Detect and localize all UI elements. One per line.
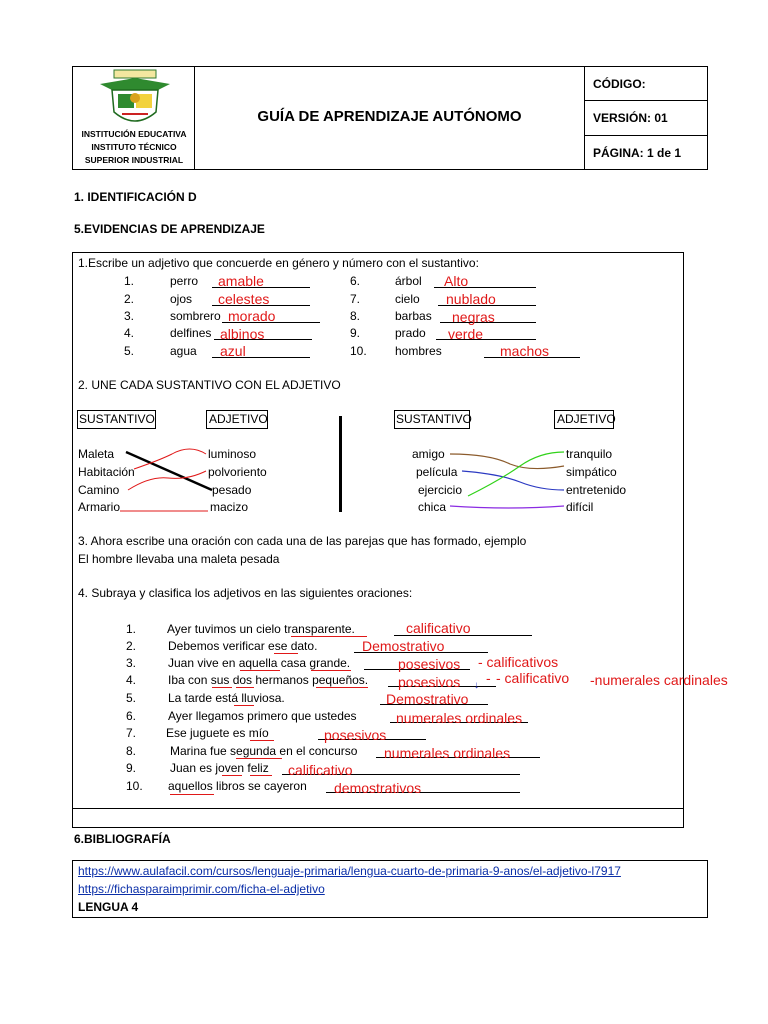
left-matching-lines <box>120 440 220 520</box>
ex4-underline-4b <box>236 687 254 688</box>
school-crest-icon <box>98 68 172 130</box>
ex4-sentence-1: Ayer tuvimos un cielo transparente. <box>167 622 355 636</box>
school-name <box>74 128 194 167</box>
ex4-num-7: 7. <box>126 726 137 740</box>
header-divider-2 <box>584 66 585 170</box>
ex4-underline-5 <box>234 705 254 706</box>
ex4-dash-4: - <box>486 670 491 686</box>
page-title: GUÍA DE APRENDIZAJE AUTÓNOMO <box>257 108 522 125</box>
ex4-sentence-7: Ese juguete es mío <box>166 726 269 740</box>
ex4-num-10: 10. <box>126 779 143 793</box>
ex1-num-7: 7. <box>350 292 361 306</box>
ex4-underline-1 <box>291 636 367 637</box>
right-adj-header: ADJETIVO <box>557 412 616 426</box>
ex1-noun-9: prado <box>395 326 426 340</box>
ex4-sentence-5: La tarde está lluviosa. <box>168 691 285 705</box>
exercise2-divider <box>339 416 342 512</box>
ex4-underline-4c <box>316 687 368 688</box>
ex1-num-4: 4. <box>124 326 135 340</box>
ex4-answer-8: numerales ordinales <box>384 745 511 761</box>
ex4-extra-4: - calificativo <box>496 670 570 686</box>
ex4-underline-10 <box>170 794 214 795</box>
ex4-answer-10: demostrativos <box>334 780 422 796</box>
ex1-noun-2: ojos <box>170 292 193 306</box>
ex4-underline-3b <box>311 670 351 671</box>
bibliography-link-1[interactable]: https://www.aulafacil.com/cursos/lenguaje-primaria/lengua-cuarto-de-primaria-9-anos/el-adjetivo-l7917 <box>78 864 621 878</box>
ex4-answer-3: posesivos <box>398 656 461 672</box>
pagina-label: PÁGINA: 1 de 1 <box>593 146 682 160</box>
ex1-noun-6: árbol <box>395 274 422 288</box>
ex1-num-3: 3. <box>124 309 135 323</box>
ex4-num-4: 4. <box>126 673 137 687</box>
left-adj-2: polvoriento <box>208 465 267 479</box>
ex4-underline-9b <box>250 775 272 776</box>
ex1-answer-6: Alto <box>444 273 469 289</box>
ex4-num-9: 9. <box>126 761 137 775</box>
ex4-underline-9a <box>222 775 242 776</box>
school-name-line-3: SUPERIOR INDUSTRIAL <box>84 155 184 165</box>
ex4-underline-3a <box>240 670 280 671</box>
ex4-underline-7 <box>250 740 274 741</box>
ex4-answer-2: Demostrativo <box>362 638 445 654</box>
ex4-num-2: 2. <box>126 639 137 653</box>
match-line-pelicula-entretenido <box>462 471 564 490</box>
right-noun-header: SUSTANTIVO <box>396 412 472 426</box>
ex4-sentence-6: Ayer llegamos primero que ustedes <box>168 709 357 723</box>
exercise3-prompt: 3. Ahora escribe una oración con cada una de las parejas que has formado, ejemplo <box>78 534 527 548</box>
ex1-num-6: 6. <box>350 274 361 288</box>
ex1-num-10: 10. <box>350 344 367 358</box>
ex4-sentence-4: Iba con sus dos hermanos pequeños. <box>168 673 369 687</box>
right-adj-1: tranquilo <box>566 447 613 461</box>
ex1-answer-9: verde <box>448 326 484 342</box>
match-line-camino-polvoriento <box>128 471 206 490</box>
ex4-num-8: 8. <box>126 744 137 758</box>
ex1-answer-8: negras <box>452 309 495 325</box>
ex1-answer-3: morado <box>228 308 276 324</box>
right-adj-4: difícil <box>566 500 594 514</box>
section-evidencias: 5.EVIDENCIAS DE APRENDIZAJE <box>74 222 265 236</box>
exercise4-prompt: 4. Subraya y clasifica los adjetivos en las siguientes oraciones: <box>78 586 413 600</box>
ex1-noun-3: sombrero <box>170 309 221 323</box>
ex4-sentence-9: Juan es joven feliz <box>170 761 269 775</box>
ex1-noun-8: barbas <box>395 309 432 323</box>
ex4-num-1: 1. <box>126 622 137 636</box>
ex4-num-3: 3. <box>126 656 137 670</box>
right-adj-3: entretenido <box>566 483 627 497</box>
exercise3-example: El hombre llevaba una maleta pesada <box>78 552 280 566</box>
ex1-answer-1: amable <box>218 273 264 289</box>
ex4-answer-1: calificativo <box>406 620 471 636</box>
ex4-underline-4a <box>212 687 232 688</box>
ex1-noun-1: perro <box>170 274 199 288</box>
ex1-num-9: 9. <box>350 326 361 340</box>
exercise-box-inner-line <box>72 808 684 809</box>
ex4-sentence-8: Marina fue segunda en el concurso <box>170 744 358 758</box>
ex1-answer-10: machos <box>500 343 550 359</box>
match-line-chica-dificil <box>450 506 564 508</box>
school-name-line-1: INSTITUCIÓN EDUCATIVA <box>81 129 187 139</box>
ex4-sentence-2: Debemos verificar ese dato. <box>168 639 318 653</box>
ex4-answer-5: Demostrativo <box>386 691 469 707</box>
bibliography-link-2[interactable]: https://fichasparaimprimir.com/ficha-el-adjetivo <box>78 882 325 896</box>
left-adj-header: ADJETIVO <box>209 412 268 426</box>
ex4-num-5: 5. <box>126 691 137 705</box>
ex1-noun-5: agua <box>170 344 197 358</box>
ex4-extra-3: - calificativos <box>478 654 559 670</box>
version-label: VERSIÓN: 01 <box>593 111 668 125</box>
ex1-answer-2: celestes <box>218 291 270 307</box>
exercise2-prompt: 2. UNE CADA SUSTANTIVO CON EL ADJETIVO <box>78 378 341 392</box>
ex1-num-5: 5. <box>124 344 135 358</box>
right-adj-2: simpático <box>566 465 617 479</box>
ex1-num-1: 1. <box>124 274 135 288</box>
ex4-underline-8 <box>236 758 282 759</box>
ex4-sentence-10: aquellos libros se cayeron <box>168 779 307 793</box>
ex4-answer-9: calificativo <box>288 762 353 778</box>
header-row-line-2 <box>584 135 708 136</box>
ex4-extra2-4: -numerales cardinales <box>590 672 728 688</box>
ex1-answer-5: azul <box>220 343 246 359</box>
ex4-num-6: 6. <box>126 709 137 723</box>
left-noun-header: SUSTANTIVO <box>79 412 155 426</box>
school-name-line-2: INSTITUTO TÉCNICO <box>91 142 177 152</box>
section-identificacion: 1. IDENTIFICACIÓN D <box>74 190 197 204</box>
left-noun-4: Armario <box>78 500 121 514</box>
ex4-answer-6: numerales ordinales <box>396 710 523 726</box>
left-adj-4: macizo <box>210 500 249 514</box>
ex1-num-8: 8. <box>350 309 361 323</box>
ex4-underline-2 <box>274 653 298 654</box>
header-row-line-1 <box>584 100 708 101</box>
right-noun-1: amigo <box>412 447 445 461</box>
match-line-amigo-simpatico <box>450 454 564 469</box>
ex1-num-2: 2. <box>124 292 135 306</box>
exercise1-prompt: 1.Escribe un adjetivo que concuerde en género y número con el sustantivo: <box>78 256 479 270</box>
left-noun-3: Camino <box>78 483 120 497</box>
left-noun-2: Habitación <box>78 465 135 479</box>
ex1-noun-7: cielo <box>395 292 420 306</box>
ex4-answer-7: posesivos <box>324 727 387 743</box>
ex1-answer-4: albinos <box>220 326 265 342</box>
ex4-caret-4: ↓ <box>474 680 479 691</box>
left-adj-3: pesado <box>212 483 252 497</box>
right-noun-2: película <box>416 465 458 479</box>
ex1-noun-4: delfines <box>170 326 212 340</box>
ex4-sentence-3: Juan vive en aquella casa grande. <box>168 656 351 670</box>
codigo-label: CÓDIGO: <box>593 77 646 91</box>
right-noun-4: chica <box>418 500 447 514</box>
section-bibliografia: 6.BIBLIOGRAFÍA <box>74 832 171 846</box>
right-matching-lines <box>440 440 570 520</box>
ex1-noun-10: hombres <box>395 344 442 358</box>
left-noun-1: Maleta <box>78 447 115 461</box>
ex1-answer-7: nublado <box>446 291 496 307</box>
right-noun-3: ejercicio <box>418 483 463 497</box>
ex4-answer-4: posesivos <box>398 674 461 690</box>
bibliography-note: LENGUA 4 <box>78 900 139 914</box>
left-adj-1: luminoso <box>208 447 257 461</box>
